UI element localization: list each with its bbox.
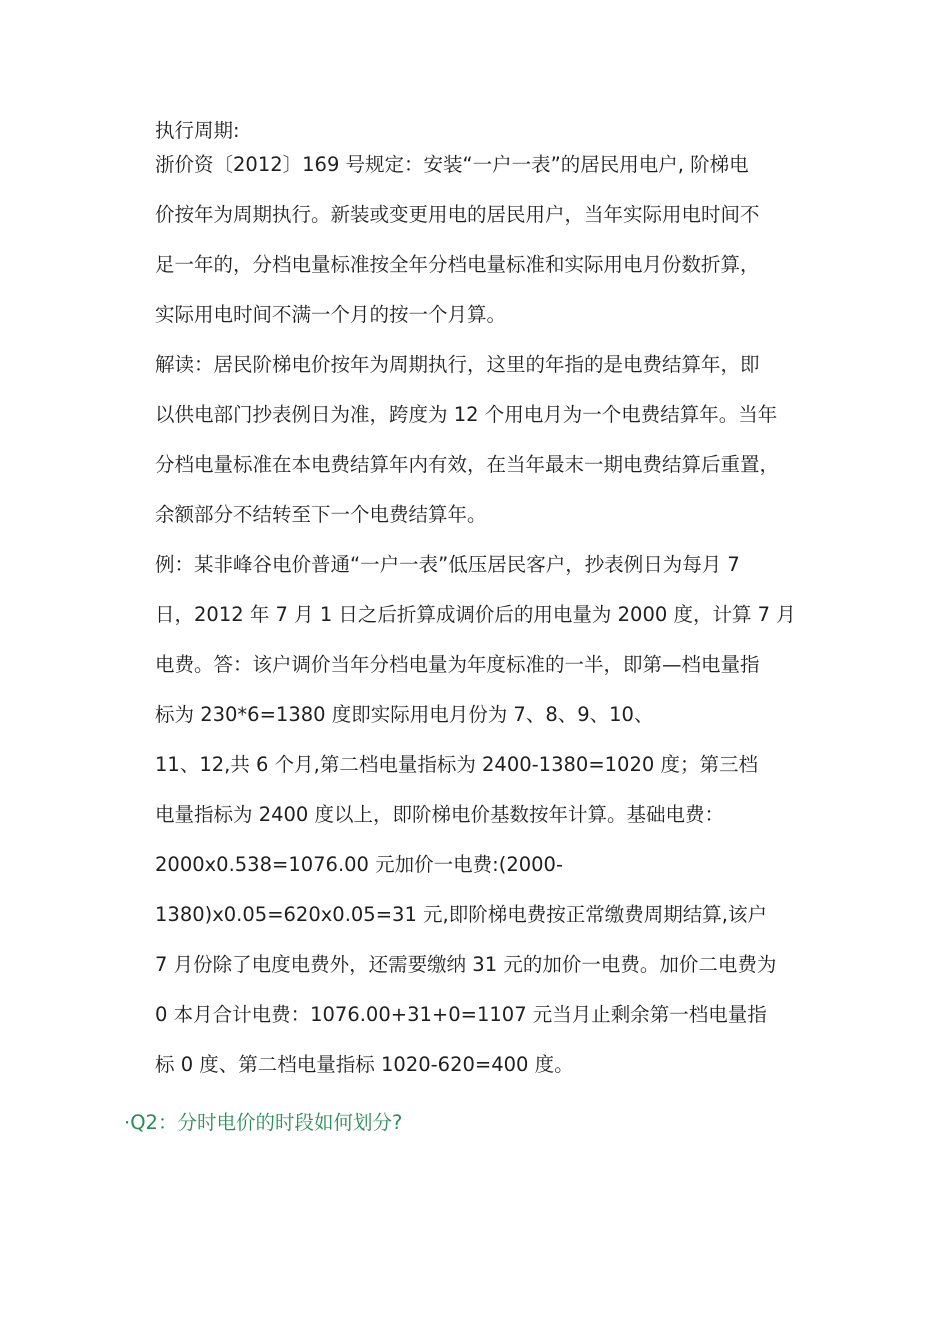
text-line: 例：某非峰谷电价普通“一户一表”低压居民客户，抄表例日为每月 7 [155, 553, 740, 576]
text-line: 11、12,共 6 个月,第二档电量指标为 2400-1380=1020 度；第三档 [155, 753, 758, 776]
text-line: 电费。答：该户调价当年分档电量为年度标准的一半，即第—档电量指 [155, 653, 760, 676]
text-line: 以供电部门抄表例日为准，跨度为 12 个用电月为一个电费结算年。当年 [155, 403, 778, 426]
text-line: 余额部分不结转至下一个电费结算年。 [155, 503, 487, 526]
text-line: 日，2012 年 7 月 1 日之后折算成调价后的用电量为 2000 度，计算 7 月 [155, 603, 796, 626]
text-line: 实际用电时间不满一个月的按一个月算。 [155, 303, 507, 326]
text-line: 电量指标为 2400 度以上，即阶梯电价基数按年计算。基础电费： [155, 803, 725, 826]
section-heading-q2: ·Q2：分时电价的时段如何划分? [124, 1111, 403, 1134]
text-line: 标 0 度、第二档电量指标 1020-620=400 度。 [155, 1053, 574, 1076]
text-line: 价按年为周期执行。新装或变更用电的居民用户，当年实际用电时间不 [155, 203, 760, 226]
text-line: 2000x0.538=1076.00 元加价一电费:(2000- [155, 853, 564, 876]
text-line: 分档电量标准在本电费结算年内有效，在当年最末一期电费结算后重置， [155, 453, 780, 476]
text-line: 7 月份除了电度电费外，还需要缴纳 31 元的加价一电费。加价二电费为 [155, 953, 777, 976]
text-line: 1380)x0.05=620x0.05=31 元,即阶梯电费按正常缴费周期结算,该户 [155, 903, 767, 926]
text-line: 标为 230*6=1380 度即实际用电月份为 7、8、9、10、 [155, 703, 654, 726]
document-body [155, 116, 805, 1100]
text-line: 足一年的，分档电量标准按全年分档电量标准和实际用电月份数折算， [155, 253, 760, 276]
section-label-line: 执行周期: [155, 119, 240, 142]
text-line: 浙价资〔2012〕169 号规定：安装“一户一表”的居民用电户, 阶梯电 [155, 153, 749, 176]
text-line: 解读：居民阶梯电价按年为周期执行，这里的年指的是电费结算年，即 [155, 353, 760, 376]
text-line: 0 本月合计电费：1076.00+31+0=1107 元当月止剩余第一档电量指 [155, 1003, 767, 1026]
